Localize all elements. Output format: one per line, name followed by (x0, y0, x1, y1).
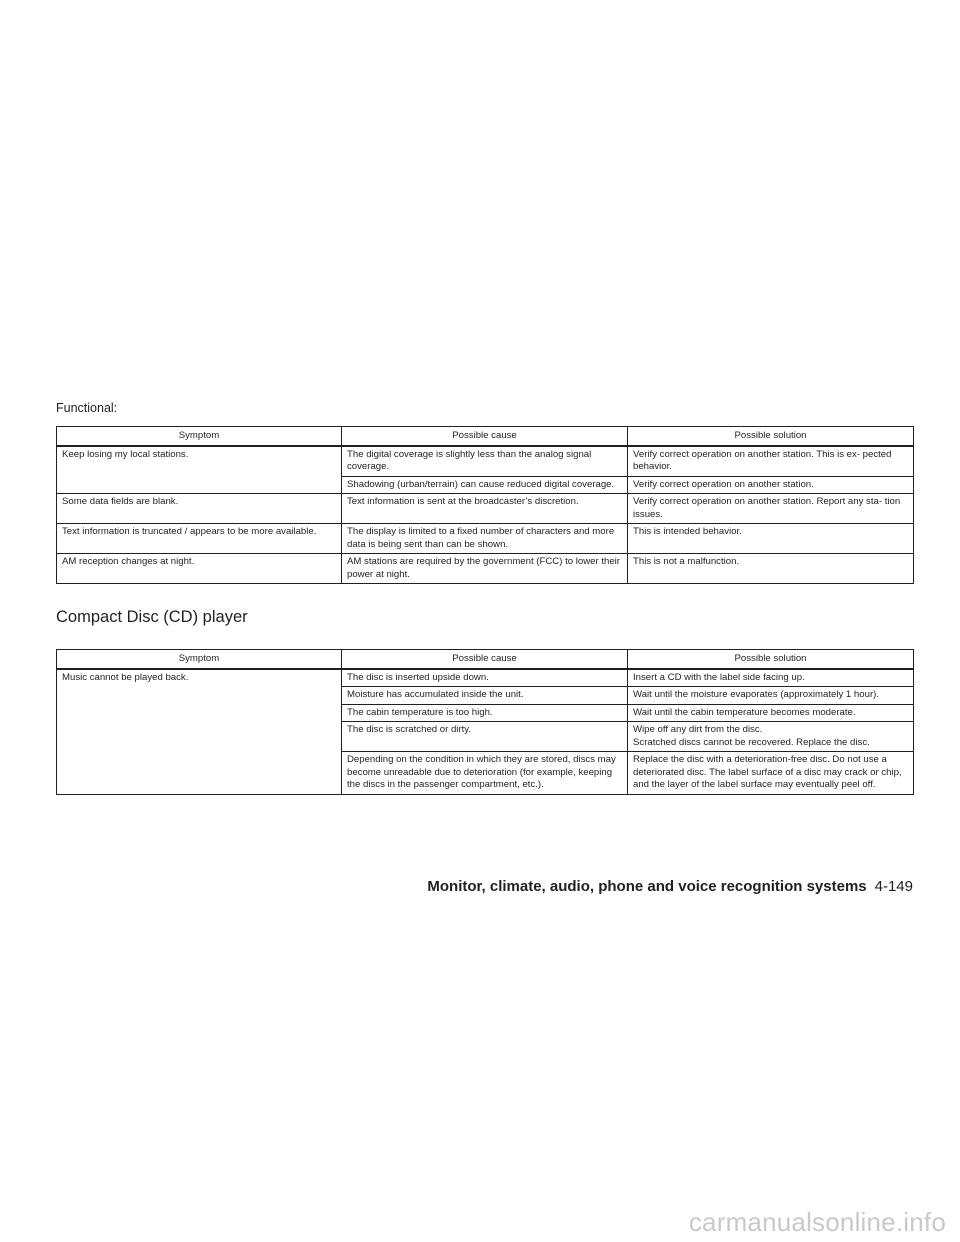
symptom-cell: Text information is truncated / appears to be more available. (57, 524, 342, 554)
table-header-row (57, 427, 914, 446)
header-possible-solution: Possible solution (628, 427, 914, 446)
cause-cell: The cabin temperature is too high. (342, 704, 628, 722)
solution-cell: Verify correct operation on another station. (628, 476, 914, 494)
cause-cell: The display is limited to a fixed number of characters and more data is being sent than can be shown. (342, 524, 628, 554)
symptom-cell: Music cannot be played back. (57, 669, 342, 795)
table-row (57, 669, 914, 687)
solution-line: Scratched discs cannot be recovered. Replace the disc. (633, 736, 870, 748)
cause-cell: Shadowing (urban/terrain) can cause reduced digital coverage. (342, 476, 628, 494)
cause-cell: Moisture has accumulated inside the unit. (342, 687, 628, 705)
cause-cell: The disc is scratched or dirty. (342, 722, 628, 752)
cause-cell: Depending on the condition in which they are stored, discs may become unreadable due to deterioration (for example, keeping the discs in the passenger compartment, etc.). (342, 752, 628, 795)
cause-cell: Text information is sent at the broadcaster’s discretion. (342, 494, 628, 524)
solution-cell (628, 722, 914, 752)
table-row (57, 446, 914, 477)
functional-table (56, 426, 914, 584)
watermark: carmanualsonline.info (688, 1207, 946, 1237)
table-row (57, 524, 914, 554)
cause-cell: AM stations are required by the government (FCC) to lower their power at night. (342, 554, 628, 584)
functional-label: Functional: (56, 401, 118, 415)
symptom-cell: Keep losing my local stations. (57, 446, 342, 494)
header-possible-solution: Possible solution (628, 650, 914, 669)
cd-player-table (56, 649, 914, 795)
header-symptom: Symptom (57, 427, 342, 446)
cause-cell: The disc is inserted upside down. (342, 669, 628, 687)
header-symptom: Symptom (57, 650, 342, 669)
solution-cell: Replace the disc with a deterioration-free disc. Do not use a deteriorated disc. The label surface of a disc may crack or chip, and the layer of the label surface may eventually peel off. (628, 752, 914, 795)
solution-cell: Verify correct operation on another station. Report any sta- tion issues. (628, 494, 914, 524)
cd-player-heading: Compact Disc (CD) player (56, 608, 248, 626)
table-header-row (57, 650, 914, 669)
table-row (57, 554, 914, 584)
symptom-cell: Some data fields are blank. (57, 494, 342, 524)
table-row (57, 494, 914, 524)
page-number: 4-149 (874, 878, 913, 895)
header-possible-cause: Possible cause (342, 650, 628, 669)
solution-line: Wipe off any dirt from the disc. (633, 724, 763, 735)
chapter-title: Monitor, climate, audio, phone and voice recognition systems (427, 878, 867, 895)
solution-cell: This is intended behavior. (628, 524, 914, 554)
solution-cell: Wait until the moisture evaporates (approximately 1 hour). (628, 687, 914, 705)
solution-cell: Verify correct operation on another station. This is ex- pected behavior. (628, 446, 914, 477)
symptom-cell: AM reception changes at night. (57, 554, 342, 584)
solution-cell: Wait until the cabin temperature becomes moderate. (628, 704, 914, 722)
solution-cell: Insert a CD with the label side facing up. (628, 669, 914, 687)
header-possible-cause: Possible cause (342, 427, 628, 446)
page-footer (427, 878, 913, 895)
cause-cell: The digital coverage is slightly less than the analog signal coverage. (342, 446, 628, 477)
solution-cell: This is not a malfunction. (628, 554, 914, 584)
